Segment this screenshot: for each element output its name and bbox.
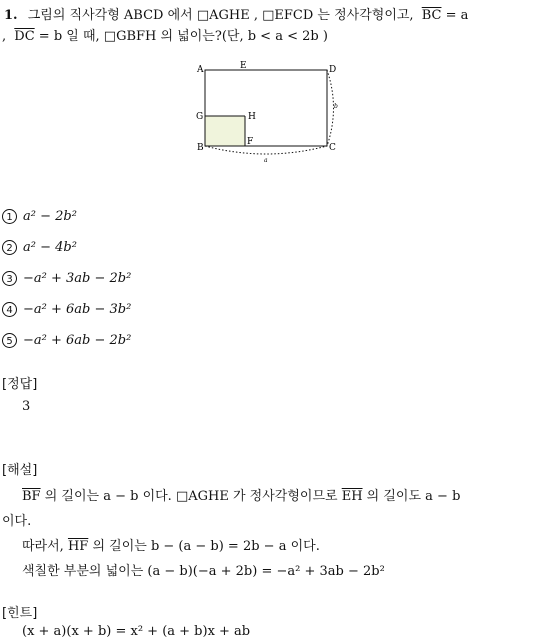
choice-2[interactable] bbox=[2, 240, 77, 255]
question-text: 그림의 직사각형 ABCD 에서 □AGHE , □EFCD 는 정사각형이고, bbox=[27, 8, 414, 23]
explanation-line-2: 이다. bbox=[2, 514, 32, 529]
label-e-point: E bbox=[240, 61, 247, 71]
label-c-point: C bbox=[329, 143, 336, 153]
label-b-length: b bbox=[334, 103, 338, 110]
choice-marker: 3 bbox=[2, 271, 17, 286]
segment-eh: $\overline{EH}$ bbox=[341, 489, 363, 504]
explanation-line-4: 색칠한 부분의 넓이는 (a − b)(−a + 2b) = −a² + 3ab − 2b² bbox=[22, 564, 385, 579]
explanation-line-3: 따라서, $\overline{HF}$ 의 길이는 b − (a − b) = 2b − a 이다. bbox=[22, 539, 320, 554]
choice-text: −a² + 3ab − 2b² bbox=[23, 271, 132, 286]
choice-marker: 2 bbox=[2, 240, 17, 255]
choice-marker: 4 bbox=[2, 302, 17, 317]
choice-1[interactable] bbox=[2, 209, 77, 224]
answer-label: [정답] bbox=[2, 377, 38, 392]
label-a-point: A bbox=[197, 65, 204, 75]
hint-label: [힌트] bbox=[2, 606, 38, 621]
question-number: 1. bbox=[4, 8, 18, 23]
rectangle-figure bbox=[190, 58, 350, 168]
hint-formula: (x + a)(x + b) = x² + (a + b)x + ab bbox=[22, 624, 251, 639]
choice-5[interactable] bbox=[2, 333, 131, 348]
choice-text: −a² + 6ab − 3b² bbox=[23, 302, 132, 317]
shaded-region-gbfh bbox=[205, 116, 245, 146]
choice-text: a² − 2b² bbox=[23, 209, 77, 224]
segment-bc: $\overline{BC}$ bbox=[421, 8, 442, 23]
choice-3[interactable] bbox=[2, 271, 131, 286]
question-line-2: , $\overline{DC} = b$ 일 때, □GBFH 의 넓이는?(단, b < a < 2b ) bbox=[2, 29, 328, 44]
choice-marker: 1 bbox=[2, 209, 17, 224]
segment-hf-text: $\overline{HF}$ bbox=[67, 539, 89, 554]
answer-value: 3 bbox=[22, 399, 31, 414]
segment-dc: $\overline{DC}$ bbox=[14, 29, 35, 44]
label-g-point: G bbox=[196, 112, 204, 122]
question-line-1 bbox=[4, 4, 468, 23]
eq-b: = b 일 때, □GBFH 의 넓이는?(단, b < a < 2b ) bbox=[34, 29, 328, 44]
choice-text: a² − 4b² bbox=[23, 240, 77, 255]
label-b-point: B bbox=[197, 143, 204, 153]
segment-bf: $\overline{BF}$ bbox=[22, 489, 41, 504]
explanation-label: [해설] bbox=[2, 463, 38, 478]
label-d-point: D bbox=[329, 65, 337, 75]
choice-text: −a² + 6ab − 2b² bbox=[23, 333, 132, 348]
label-a-length: a bbox=[264, 157, 268, 164]
brace-a bbox=[205, 146, 327, 154]
choice-marker: 5 bbox=[2, 333, 17, 348]
label-f-point: F bbox=[247, 137, 254, 147]
brace-b bbox=[327, 70, 334, 146]
explanation-line-1: $\overline{BF}$ 의 길이는 a − b 이다. □AGHE 가 정사각형이므로 $\overline{EH}$ 의 길이도 a − b bbox=[22, 489, 461, 504]
label-h-point: H bbox=[248, 112, 256, 122]
eq-a: = a bbox=[441, 8, 469, 23]
choice-4[interactable] bbox=[2, 302, 131, 317]
